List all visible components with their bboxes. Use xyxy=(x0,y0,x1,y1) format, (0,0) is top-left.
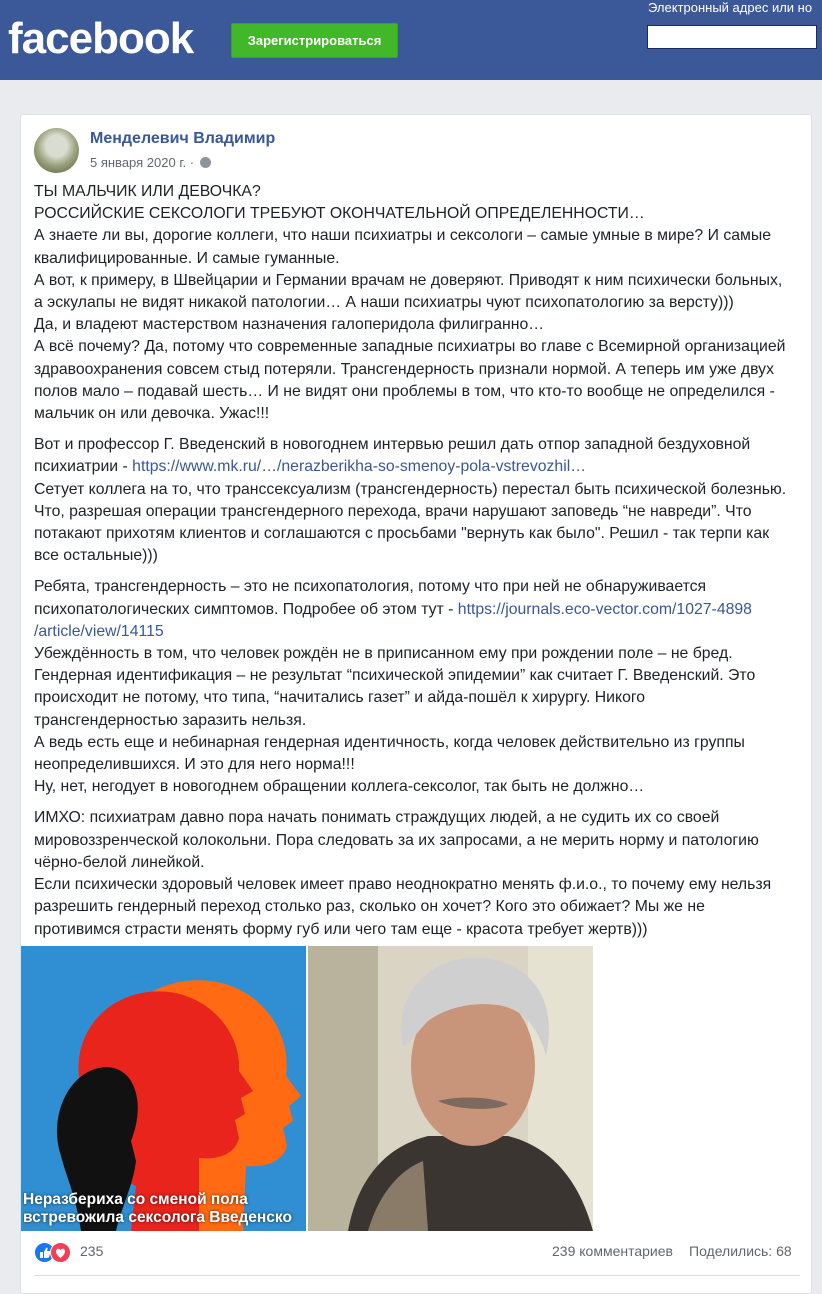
text-line: мальчик он или девочка. Ужас!!! xyxy=(34,405,270,423)
comments-count[interactable]: 239 комментариев xyxy=(552,1243,673,1259)
paragraph-3 xyxy=(34,576,804,798)
paragraph-4 xyxy=(34,807,804,940)
text-fragment: психиатрии - xyxy=(34,458,133,476)
post-body xyxy=(34,181,804,941)
text-line: Если психически здоровый человек имеет право неоднократно менять ф.и.о., то почему ему нельзя xyxy=(34,876,772,894)
text-line: Сетует коллега на то, что транссексуализм (трансгендерность) перестал быть психической болезнью. xyxy=(34,480,787,498)
author-avatar[interactable] xyxy=(34,128,79,173)
top-bar xyxy=(0,0,822,80)
article-link-mk[interactable]: https://www.mk.ru/…/nerazberikha-so-smenoy-pola-vstrevozhil… xyxy=(132,458,587,476)
text-line: неопределившихся. И это для него норма!!! xyxy=(34,756,355,774)
journal-link[interactable]: https://journals.eco-vector.com/1027-4898 xyxy=(457,600,752,618)
portrait-photo xyxy=(308,946,593,1231)
text-line: полов мало – подавай шесть… И не видят они проблемы в том, что кто-то вообще не определился - xyxy=(34,382,775,400)
text-line: Гендерная идентификация – не результат “психической эпидемии” как считает Г. Введенский. Это xyxy=(34,667,756,685)
text-line: Да, и владеют мастерством назначения галоперидола филигранно… xyxy=(34,316,545,334)
paragraph-2 xyxy=(34,434,804,567)
post-card xyxy=(20,114,812,1294)
globe-icon xyxy=(200,157,211,168)
text-line: А вот, к примеру, в Швейцарии и Германии врачам не доверяют. Приводят к ним психически больных, xyxy=(34,271,783,289)
reactions-count[interactable]: 235 xyxy=(80,1243,104,1259)
text-line: Ну, нет, негодует в новогоднем обращении коллега-сексолог, так быть не должно… xyxy=(34,778,645,796)
post-date[interactable] xyxy=(90,155,211,170)
text-line: а эскулапы не видят никакой патологии… А наши психиатры чуют психопатологию за версту))) xyxy=(34,294,734,312)
divider xyxy=(34,1275,800,1276)
text-line: Убеждённость в том, что человек рождён не в приписанном ему при рождении поле – не бред. xyxy=(34,645,733,663)
text-fragment: психопатологических симптомов. Подробее об этом тут - xyxy=(34,600,458,618)
post-date-text[interactable]: 5 января 2020 г. · xyxy=(90,155,195,170)
text-line: трансгендерностью заразить нельзя. xyxy=(34,711,307,729)
text-line: РОССИЙСКИЕ СЕКСОЛОГИ ТРЕБУЮТ ОКОНЧАТЕЛЬНОЙ ОПРЕДЕЛЕННОСТИ… xyxy=(34,205,645,223)
silhouette-illustration xyxy=(21,946,306,1231)
text-line: мировоззренческой колокольни. Пора следовать за их запросами, а не мерить норму и патологию xyxy=(34,831,759,849)
facebook-logo[interactable]: facebook xyxy=(8,14,194,63)
text-line: Что, разрешая операции трансгендерного перехода, врачи нарушают заповедь “не навреди”. Что xyxy=(34,502,752,520)
love-icon xyxy=(50,1242,71,1263)
login-email-input[interactable] xyxy=(647,25,817,49)
journal-link-cont[interactable]: /article/view/14115 xyxy=(34,622,164,640)
text-line: квалифицированные. И самые гуманные. xyxy=(34,249,340,267)
text-line: противимся страсти менять форму губ или чего там еще - красота требует жертв))) xyxy=(34,920,648,938)
register-button[interactable]: Зарегистрироваться xyxy=(231,23,398,58)
paragraph-1 xyxy=(34,181,804,425)
text-line: все остальные))) xyxy=(34,547,158,565)
text-line: здравоохранения совсем стыд потеряли. Трансгендерность признали нормой. А теперь им уже двух xyxy=(34,360,774,378)
image-caption xyxy=(21,1191,306,1231)
text-line: ИМХО: психиатрам давно пора начать понимать страждущих людей, а не судить их со своей xyxy=(34,809,720,827)
post-image-portrait[interactable] xyxy=(308,946,593,1231)
text-line: А ведь есть еще и небинарная гендерная идентичность, когда человек действительно из группы xyxy=(34,733,745,751)
text-line: А всё почему? Да, потому что современные западные психиатры во главе с Всемирной организацией xyxy=(34,338,786,356)
shares-count[interactable]: Поделились: 68 xyxy=(689,1243,792,1259)
caption-line-1: Неразбериха со сменой пола xyxy=(23,1191,248,1208)
text-line: А знаете ли вы, дорогие коллеги, что наши психиатры и сексологи – самые умные в мире? И самые xyxy=(34,227,771,245)
text-line: ТЫ МАЛЬЧИК ИЛИ ДЕВОЧКА? xyxy=(34,183,261,200)
login-email-label: Электронный адрес или но xyxy=(648,0,813,15)
text-line xyxy=(34,456,804,478)
caption-line-2: встревожила сексолога Введенско xyxy=(23,1209,292,1226)
text-line: Вот и профессор Г. Введенский в новогоднем интервью решил дать отпор западной бездуховной xyxy=(34,436,751,454)
reaction-icons[interactable] xyxy=(34,1242,78,1262)
author-name[interactable]: Менделевич Владимир xyxy=(90,130,276,147)
post-image-silhouettes[interactable] xyxy=(21,946,306,1231)
text-line: Ребята, трансгендерность – это не психопатология, потому что при ней не обнаруживается xyxy=(34,578,707,596)
text-line xyxy=(34,621,804,643)
text-line: происходит не потому, что типа, “начитались газет” и айда-пошёл к хирургу. Никого xyxy=(34,689,646,707)
text-line: чёрно-белой линейкой. xyxy=(34,853,205,871)
text-line: разрешить гендерный переход столько раз, сколько он хочет? Кого это обижает? Мы же не xyxy=(34,898,705,916)
text-line: потакают прихотям клиентов и соглашаются с просьбами "вернуть как было". Решил - так терпи как xyxy=(34,525,770,543)
text-line xyxy=(34,599,804,621)
